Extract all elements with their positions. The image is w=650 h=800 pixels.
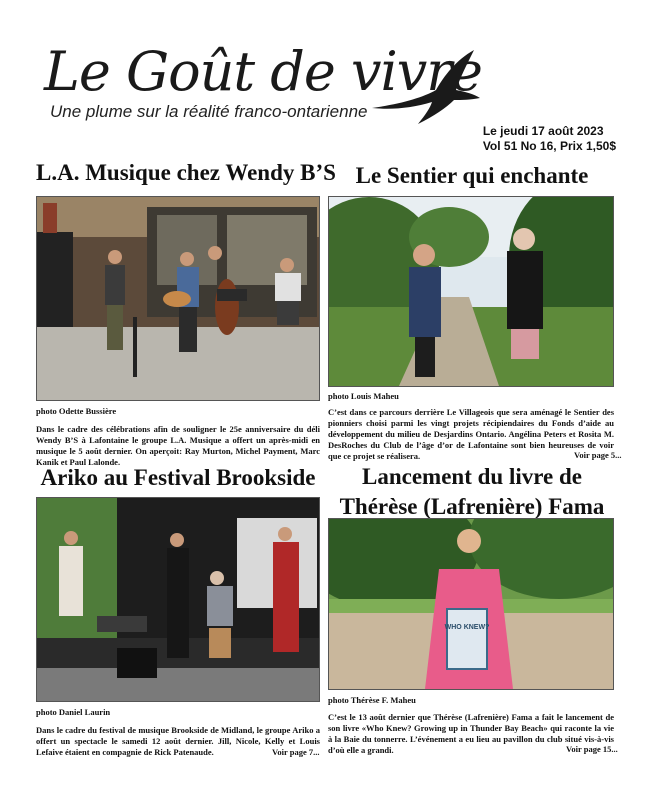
story-headline-book-launch [330, 462, 614, 522]
story-photo-festival-stage [36, 497, 320, 702]
story-photo-author-with-book [328, 518, 614, 690]
photo-credit: photo Thérèse F. Maheu [328, 695, 416, 705]
see-more-link[interactable]: Voir page 5... [574, 450, 622, 460]
story-caption: C’est dans ce parcours derrière Le Villageois que sera aménagé le Sentier des pionniers choisi parmi les vingt projets récipiendaires du Fonds d’aide au développement du milieu de Desjardins Ontario. Angélina Peters et Rosita M. DesRoches du Club de l’âge d’or de Lafontaine sont bien heureuses de voir que ce projet se réalisera. [328, 407, 614, 461]
newspaper-tagline: Une plume sur la réalité franco-ontarienne [50, 102, 368, 121]
issue-volume-price: Vol 51 No 16, Prix 1,50$ [482, 139, 616, 153]
see-more-link[interactable]: Voir page 15... [566, 744, 618, 754]
story-caption: C’est le 13 août dernier que Thérèse (Lafrenière) Fama a fait le lancement de son livre «Who Knew? Growing up in Thunder Bay Beach» qui raconte la vie à la Baie du tonnerre. L’événement a eu lieu au pavillon du club situé vis-à-vis d’où elle a grandi. [328, 712, 614, 755]
photo-credit: photo Odette Bussière [36, 406, 117, 416]
newspaper-title: Le Goût de vivre [44, 40, 483, 103]
masthead [40, 40, 620, 153]
story-photo-trail [328, 196, 614, 387]
story-headline-sentier: Le Sentier qui enchante [355, 163, 589, 188]
photo-credit: photo Louis Maheu [328, 391, 399, 401]
story-headline-ariko: Ariko au Festival Brookside [40, 465, 316, 490]
issue-info [483, 124, 616, 154]
headline-line: Lancement du livre de [362, 464, 582, 489]
story-headline-la-musique: L.A. Musique chez Wendy B’S [36, 160, 336, 185]
see-more-link[interactable]: Voir page 7... [272, 747, 320, 757]
story-photo-band-performance [36, 196, 320, 401]
story-caption: Dans le cadre des célébrations afin de souligner le 25e anniversaire du déli Wendy B’S à Lafontaine le groupe L.A. Musique a offert un après-midi en musique le 5 août dernier. On aperçoit: Ray Murton, Michel Payment, Marc Kanik et Paul Lalonde. [36, 424, 320, 467]
photo-credit: photo Daniel Laurin [36, 707, 111, 717]
issue-date: Le jeudi 17 août 2023 [482, 124, 604, 138]
story-caption: Dans le cadre du festival de musique Brookside de Midland, le groupe Ariko a offert un spectacle le samedi 12 août dernier. Jill, Nicole, Kelly et Louis Lefaive étaient en compagnie de Rick Patenaude. [36, 725, 320, 757]
book-cover-title: WHO KNEW? [444, 624, 490, 631]
swallow-bird-icon [370, 48, 482, 126]
headline-line: Thérèse (Lafrenière) Fama [339, 494, 605, 519]
